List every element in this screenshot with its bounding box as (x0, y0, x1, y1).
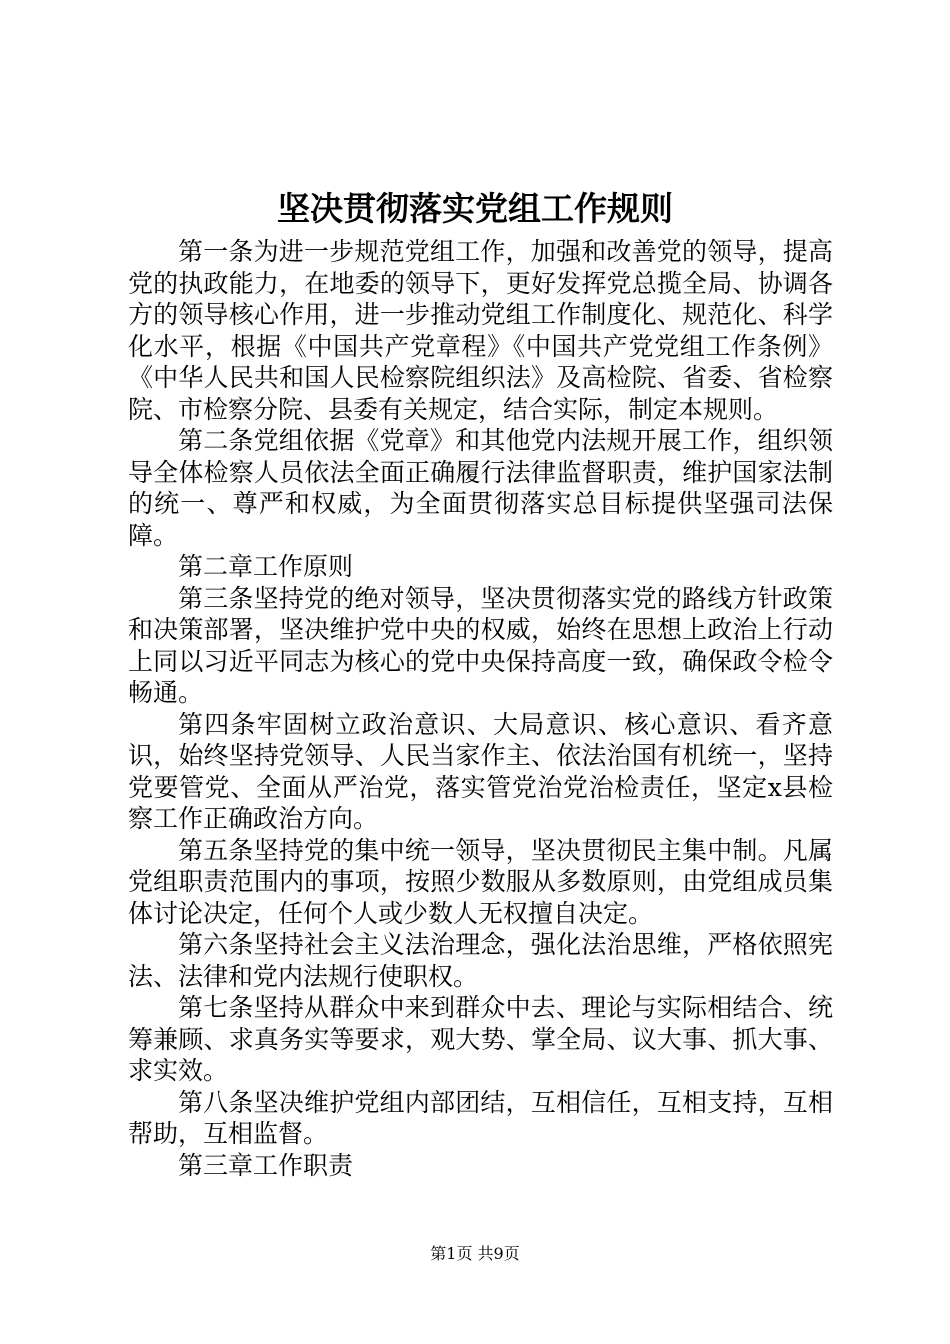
paragraph-article-8: 第八条坚决维护党组内部团结，互相信任，互相支持，互相帮助，互相监督。 (128, 1087, 833, 1148)
paragraph-article-4: 第四条牢固树立政治意识、大局意识、核心意识、看齐意识，始终坚持党领导、人民当家作主、依法治国有机统一，坚持党要管党、全面从严治党，落实管党治党治检责任，坚定x县检察工作正确政治方向。 (128, 709, 833, 833)
page-number-footer: 第1页 共9页 (430, 1244, 520, 1263)
paragraph-article-1: 第一条为进一步规范党组工作，加强和改善党的领导，提高党的执政能力，在地委的领导下，更好发挥党总揽全局、协调各方的领导核心作用，进一步推动党组工作制度化、规范化、科学化水平，根据《中国共产党章程》《中国共产党党组工作条例》《中华人民共和国人民检察院组织法》及高检院、省委、省检察院、市检察分院、县委有关规定，结合实际，制定本规则。 (128, 237, 833, 424)
paragraph-article-3: 第三条坚持党的绝对领导，坚决贯彻落实党的路线方针政策和决策部署，坚决维护党中央的权威，始终在思想上政治上行动上同以习近平同志为核心的党中央保持高度一致，确保政令检令畅通。 (128, 583, 833, 707)
paragraph-article-6: 第六条坚持社会主义法治理念，强化法治思维，严格依照宪法、法律和党内法规行使职权。 (128, 930, 833, 991)
document-title: 坚决贯彻落实党组工作规则 (277, 189, 673, 228)
paragraph-article-5: 第五条坚持党的集中统一领导，坚决贯彻民主集中制。凡属党组职责范围内的事项，按照少数服从多数原则，由党组成员集体讨论决定，任何个人或少数人无权擅自决定。 (128, 835, 833, 928)
chapter-heading-2: 第二章工作原则 (178, 552, 354, 581)
paragraph-article-7: 第七条坚持从群众中来到群众中去、理论与实际相结合、统筹兼顾、求真务实等要求，观大势、掌全局、议大事、抓大事、求实效。 (128, 993, 833, 1085)
chapter-heading-3: 第三章工作职责 (178, 1150, 354, 1180)
paragraph-article-2: 第二条党组依据《党章》和其他党内法规开展工作，组织领导全体检察人员依法全面正确履行法律监督职责，维护国家法制的统一、尊严和权威，为全面贯彻落实总目标提供坚强司法保障。 (128, 426, 833, 550)
document-body (128, 236, 833, 1181)
